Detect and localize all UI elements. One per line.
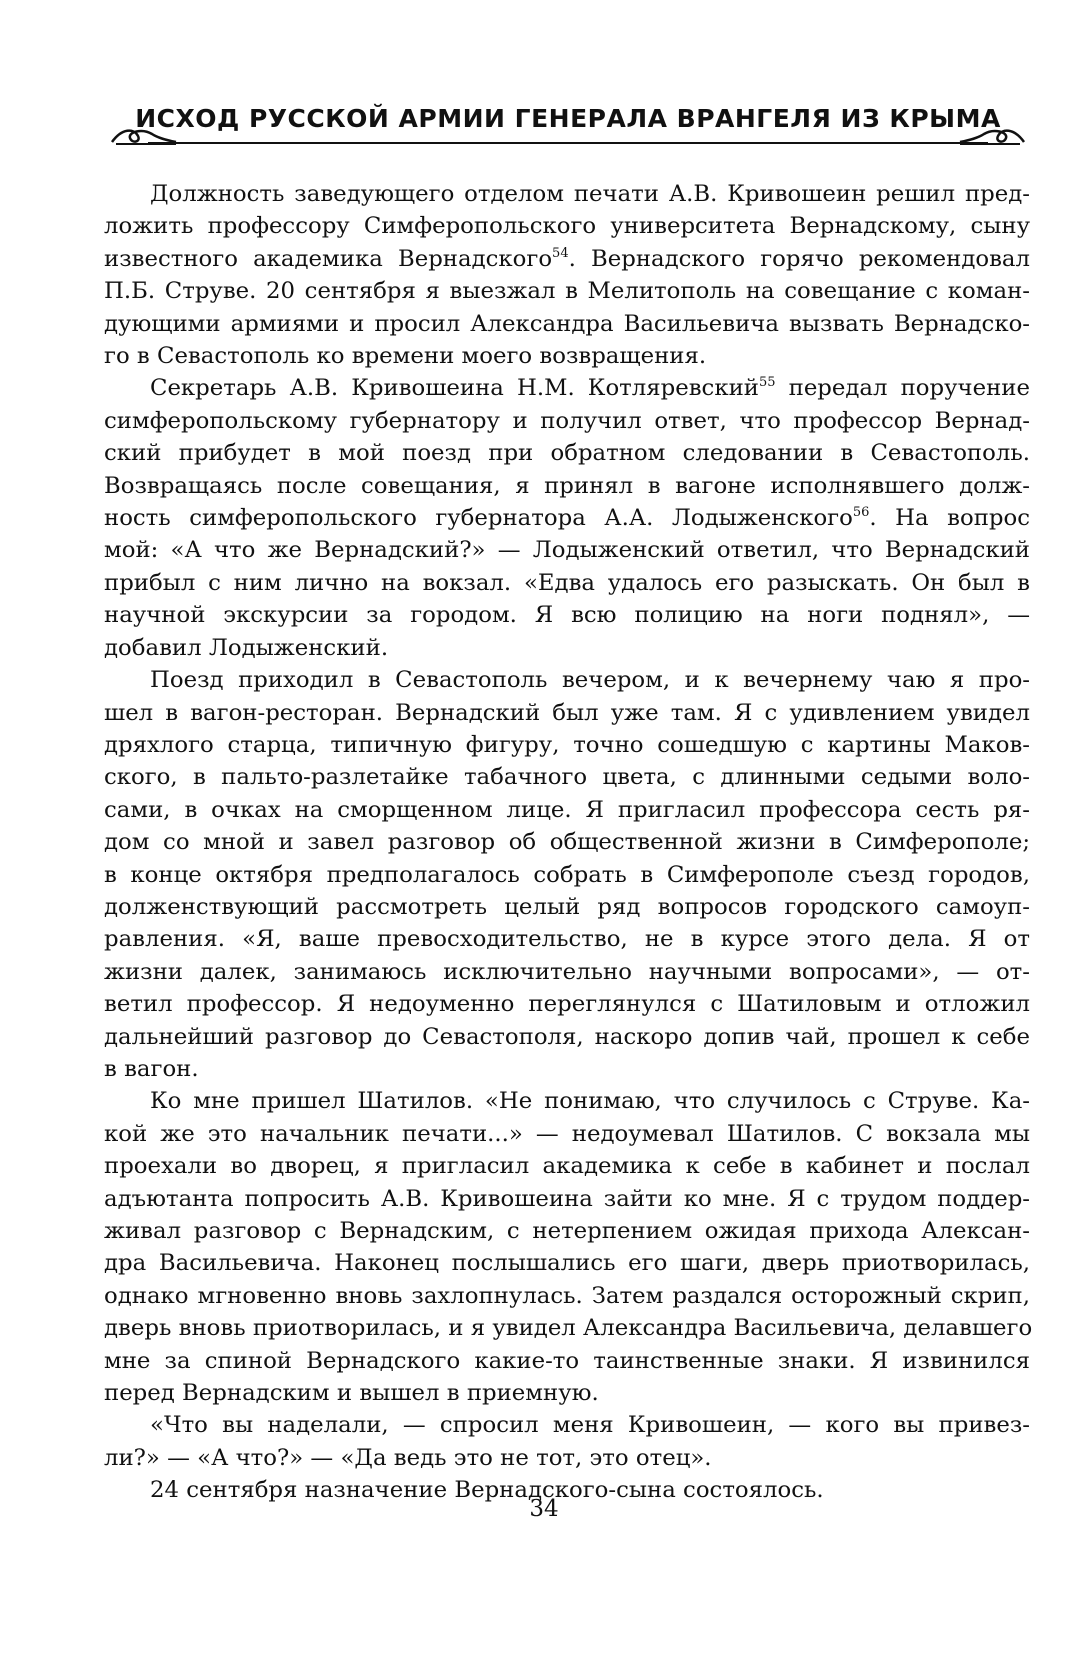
text-line: го в Севастополь ко времени моего возвращения.: [104, 343, 707, 370]
paragraph: [104, 1409, 1030, 1474]
text-line: жизни далек, занимаюсь исключительно научными вопросами», — от-: [104, 958, 1030, 985]
text-line: научной экскурсии за городом. Я всю полицию на ноги поднял», —: [104, 602, 1030, 629]
text-line: равления. «Я, ваше превосходительство, не в курсе этого дела. Я от: [104, 926, 1030, 953]
text-line: известного академика Вернадского$^{54}$. Вернадского горячо рекомендовал: [104, 245, 1030, 272]
text-line: симферопольскому губернатору и получил ответ, что профессор Вернад-: [104, 407, 1030, 434]
text-line: Поезд приходил в Севастополь вечером, и к вечернему чаю я про-: [150, 667, 1030, 694]
footnote-marker: 55: [758, 375, 776, 391]
text-line: в вагон.: [104, 1055, 199, 1082]
text-line: сами, в очках на сморщенном лице. Я пригласил профессора сесть ря-: [104, 796, 1030, 823]
text-line: шел в вагон-ресторан. Вернадский был уже там. Я с удивлением увидел: [104, 699, 1030, 726]
text-line: дующими армиями и просил Александра Васильевича вызвать Вернадско-: [104, 310, 1030, 337]
text-line: дряхлого старца, типичную фигуру, точно сошедшую с картины Маков-: [104, 731, 1030, 758]
text-line: ский прибудет в мой поезд при обратном следовании в Севастополь.: [104, 440, 1030, 467]
paragraph: [104, 664, 1030, 1085]
text-line: «Что вы наделали, — спросил меня Кривошеин, — кого вы привез-: [150, 1412, 1030, 1439]
paragraph: [104, 1085, 1033, 1409]
footnote-marker: 54: [552, 245, 569, 261]
text-line: проехали во дворец, я пригласил академика к себе в кабинет и послал: [104, 1153, 1030, 1180]
text-line: Возвращаясь после совещания, я принял в вагоне исполнявшего долж-: [104, 472, 1030, 499]
page-number: 34: [529, 1496, 559, 1522]
text-line: Должность заведующего отделом печати А.В. Кривошеин решил пред-: [150, 181, 1030, 207]
scroll-flourish-icon: [958, 118, 1028, 148]
text-line: ли?» — «А что?» — «Да ведь это не тот, это отец».: [104, 1444, 712, 1471]
text-line: дом со мной и завел разговор об общественной жизни в Симферополе;: [104, 829, 1030, 856]
text-line: ского, в пальто-разлетайке табачного цвета, с длинными седыми воло-: [104, 764, 1030, 791]
text-line: П.Б. Струве. 20 сентября я выезжал в Мелитополь на совещание с коман-: [104, 278, 1030, 305]
text-line: Секретарь А.В. Кривошеина Н.М. Котляревский$^{55}$ передал поручение: [150, 375, 1030, 402]
text-line: перед Вернадским и вышел в приемную.: [104, 1380, 599, 1407]
text-line: ветил профессор. Я недоуменно переглянулся с Шатиловым и отложил: [104, 991, 1030, 1018]
text-line: в конце октября предполагалось собрать в Симферополе съезд городов,: [104, 861, 1030, 888]
text-line: добавил Лодыженский.: [104, 634, 389, 661]
text-line: дра Васильевича. Наконец послышались его шаги, дверь приотворилась,: [104, 1250, 1030, 1277]
text-line: мой: «А что же Вернадский?» — Лодыженский ответил, что Вернадский: [104, 537, 1030, 564]
text-line: долженствующий рассмотреть целый ряд вопросов городского самоуп-: [104, 893, 1030, 920]
text-line: однако мгновенно вновь захлопнулась. Затем раздался осторожный скрип,: [104, 1282, 1030, 1309]
text-line: прибыл с ним лично на вокзал. «Едва удалось его разыскать. Он был в: [104, 569, 1030, 596]
paragraph: [104, 372, 1030, 664]
paragraph: [104, 178, 1030, 372]
text-line: живал разговор с Вернадским, с нетерпением ожидая прихода Алексан-: [104, 1218, 1030, 1244]
body-text: [104, 178, 1033, 1507]
header-rule: [148, 142, 988, 144]
text-line: дальнейший разговор до Севастополя, наскоро допив чай, прошел к себе: [104, 1023, 1030, 1050]
text-line: ность симферопольского губернатора А.А. Лодыженского$^{56}$. На вопрос: [104, 505, 1030, 532]
text-line: дверь вновь приотворилась, и я увидел Александра Васильевича, делавшего: [104, 1315, 1033, 1342]
footnote-marker: 56: [852, 505, 870, 521]
text-line: 24 сентября назначение Вернадского-сына состоялось.: [150, 1477, 824, 1504]
text-line: кой же это начальник печати...» — недоумевал Шатилов. С вокзала мы: [104, 1120, 1030, 1147]
running-head: [108, 96, 1028, 146]
text-line: ложить профессору Симферопольского университета Вернадскому, сыну: [104, 213, 1030, 240]
text-line: адъютанта попросить А.В. Кривошеина зайти ко мне. Я с трудом поддер-: [104, 1185, 1030, 1212]
text-line: Ко мне пришел Шатилов. «Не понимаю, что случилось с Струве. Ка-: [150, 1088, 1030, 1115]
running-head-title: ИСХОД РУССКОЙ АРМИИ ГЕНЕРАЛА ВРАНГЕЛЯ ИЗ КРЫМА: [135, 104, 1001, 133]
text-line: мне за спиной Вернадского какие-то таинственные знаки. Я извинился: [104, 1347, 1030, 1374]
